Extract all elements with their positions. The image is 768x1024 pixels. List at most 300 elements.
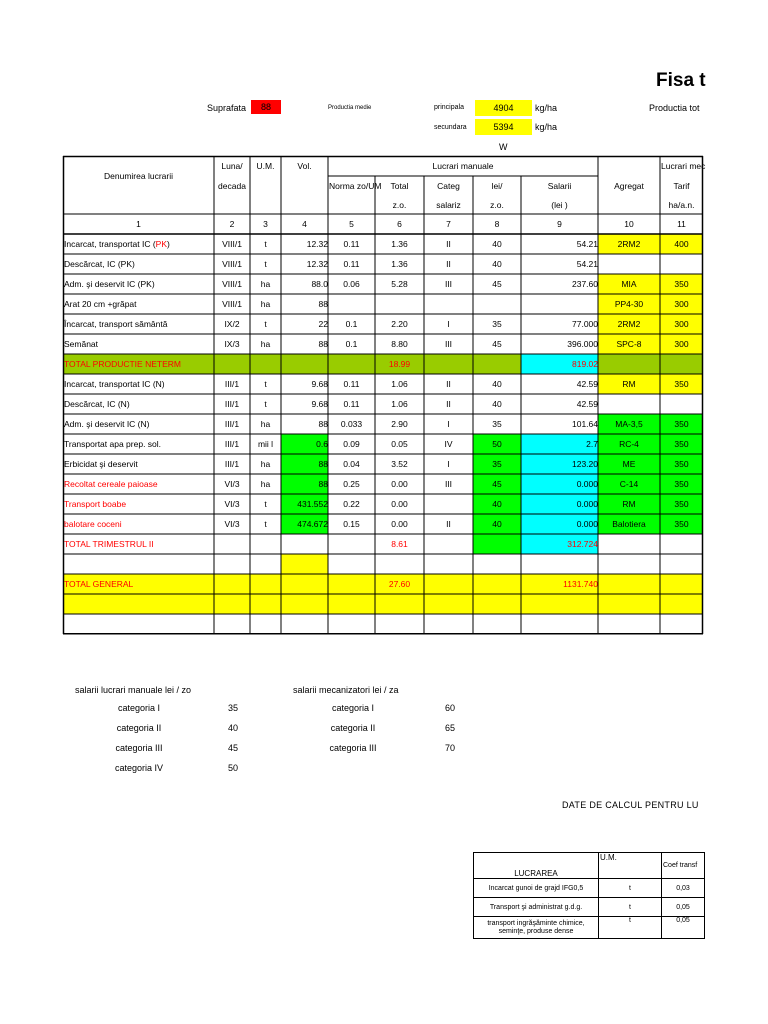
cell-norma: 0.033	[340, 418, 363, 429]
cell-luna	[214, 554, 250, 574]
row-name	[63, 614, 215, 634]
row-name-highlight: PK	[155, 238, 167, 249]
productia-medie-label: Productia medie	[328, 105, 372, 111]
cell-luna	[214, 594, 250, 614]
cell-lei: 45	[492, 278, 502, 289]
cell-lei: 50	[492, 438, 502, 449]
cell-luna: VI/3	[224, 518, 240, 529]
cell-agregat	[598, 614, 660, 634]
salarii-manuale-label: categoria IV	[114, 763, 164, 773]
cell-tarif: 350	[674, 498, 689, 509]
secundara-label: secundara	[434, 124, 467, 131]
cell-total	[375, 614, 424, 634]
cell-salarii	[521, 614, 600, 634]
cell-salarii	[521, 294, 600, 314]
cell-categ: IV	[444, 438, 453, 449]
salarii-mecanizatori-label: categoria II	[330, 723, 376, 733]
cell-um: ha	[260, 478, 271, 489]
col-header-agregat: Agregat	[614, 180, 644, 191]
cell-salarii: 396.000	[567, 338, 598, 349]
cell-salarii: 0.000	[576, 518, 598, 529]
col-header-tarif-unit: ha/a.n.	[668, 199, 695, 210]
cell-vol	[281, 614, 330, 634]
cell-total: 1.36	[391, 258, 408, 269]
cell-agregat: C-14	[619, 478, 639, 489]
cell-norma	[328, 294, 375, 314]
cell-total: 1.06	[391, 398, 408, 409]
cell-vol: 9.68	[311, 378, 328, 389]
cell-um: mii l	[257, 438, 274, 449]
cell-agregat: 2RM2	[617, 238, 641, 249]
cell-categ	[424, 354, 473, 374]
cell-total: 3.52	[391, 458, 408, 469]
salarii-manuale-value: 35	[228, 703, 239, 713]
row-name: Incarcat, transportat IC (N)	[64, 378, 165, 389]
ref-header-coef: Coef transf	[662, 853, 705, 879]
cell-categ	[424, 574, 473, 594]
salarii-manuale-label: categoria III	[115, 743, 163, 753]
cell-norma	[328, 574, 375, 594]
cell-vol	[281, 594, 330, 614]
cell-total: 0.00	[391, 498, 408, 509]
cell-categ	[424, 494, 473, 514]
cell-lei: 40	[492, 238, 502, 249]
cell-agregat: ME	[622, 458, 636, 469]
cell-agregat	[598, 354, 660, 374]
cell-tarif: 350	[674, 458, 689, 469]
cell-tarif: 400	[674, 238, 689, 249]
cell-total: 8.80	[391, 338, 408, 349]
row-name: Semănat	[64, 338, 99, 349]
cell-agregat	[598, 574, 660, 594]
principala-unit: kg/ha	[535, 103, 558, 113]
col-number-3: 3	[263, 218, 268, 229]
cell-lei	[473, 354, 521, 374]
principala-label: principala	[434, 104, 464, 111]
col-header-categ-unit: salariz	[436, 199, 461, 210]
w-label: W	[499, 142, 508, 152]
cell-lei: 35	[492, 318, 502, 329]
cell-total: 0.05	[391, 438, 408, 449]
cell-lei: 40	[492, 518, 502, 529]
ref-table-header	[474, 853, 705, 879]
cell-categ: I	[447, 458, 450, 469]
cell-tarif	[660, 534, 703, 554]
row-name: balotare coceni	[64, 518, 122, 529]
cell-norma: 0.25	[343, 478, 360, 489]
cell-categ	[424, 554, 473, 574]
cell-norma: 0.06	[343, 278, 360, 289]
cell-lei	[473, 574, 521, 594]
row-name	[63, 594, 215, 614]
salarii-mecanizatori-title: salarii mecanizatori lei / za	[293, 685, 399, 695]
cell-total: 1.36	[391, 238, 408, 249]
cell-um	[250, 354, 281, 374]
cell-lei: 35	[492, 418, 502, 429]
cell-norma	[328, 534, 375, 554]
cell-tarif: 350	[674, 518, 689, 529]
cell-agregat	[598, 394, 660, 414]
col-number-5: 5	[349, 218, 354, 229]
cell-salarii: 1131.740	[563, 578, 598, 589]
salarii-mecanizatori-value: 70	[445, 743, 456, 753]
cell-total: 8.61	[391, 538, 408, 549]
cell-total: 18.99	[388, 358, 411, 369]
cell-norma: 0.09	[343, 438, 360, 449]
salarii-manuale-label: categoria II	[116, 723, 162, 733]
cell-lei: 40	[492, 258, 502, 269]
cell-categ: II	[446, 378, 451, 389]
cell-tarif: 300	[674, 298, 689, 309]
salarii-mecanizatori-value: 65	[445, 723, 456, 733]
table-row	[474, 917, 705, 939]
cell-vol: 22	[318, 318, 328, 329]
row-name: Adm. şi deservit IC (PK)	[64, 278, 155, 289]
cell-lei: 35	[492, 458, 502, 469]
cell-tarif: 350	[674, 478, 689, 489]
cell-luna: III/1	[224, 438, 240, 449]
cell-tarif	[660, 594, 703, 614]
cell-norma: 0.11	[343, 378, 360, 389]
cell-agregat: SPC-8	[616, 338, 642, 349]
coef-transf-table	[473, 852, 705, 940]
cell-um: t	[264, 498, 267, 509]
suprafata-value: 88	[251, 100, 281, 114]
row-name: Arat 20 cm +grăpat	[64, 298, 137, 309]
cell-total: 2.90	[391, 418, 408, 429]
row-name: Recoltat cereale paioase	[64, 478, 158, 489]
secundara-value: 5394	[475, 119, 532, 135]
cell-luna: IX/3	[224, 338, 240, 349]
cell-agregat: RM	[622, 498, 636, 509]
salarii-manuale-value: 40	[228, 723, 239, 733]
cell-vol: 9.68	[311, 398, 328, 409]
cell-total	[375, 554, 424, 574]
col-number-6: 6	[397, 218, 402, 229]
cell-vol	[281, 534, 330, 554]
row-name	[63, 234, 215, 254]
cell-agregat	[598, 254, 660, 274]
cell-agregat: MIA	[621, 278, 637, 289]
suprafata-label: Suprafata	[207, 103, 247, 113]
row-name	[63, 554, 215, 574]
col-header-um: U.M.	[256, 160, 275, 171]
cell-norma	[328, 354, 375, 374]
cell-tarif	[660, 254, 703, 274]
cell-luna	[214, 614, 250, 634]
cell-um: ha	[260, 338, 271, 349]
ref-header-um: U.M.	[599, 853, 662, 879]
cell-luna: III/1	[224, 398, 240, 409]
ref-cell: t	[599, 879, 662, 898]
row-name-text: Incarcat, transportat IC (	[64, 238, 156, 249]
cell-luna: III/1	[224, 378, 240, 389]
row-name: TOTAL TRIMESTRUL II	[64, 538, 154, 549]
cell-luna: VIII/1	[222, 258, 242, 269]
cell-categ: II	[446, 238, 451, 249]
cell-norma: 0.1	[345, 338, 358, 349]
cell-agregat: RC-4	[619, 438, 639, 449]
cell-luna: VIII/1	[222, 278, 242, 289]
cell-um: t	[264, 398, 267, 409]
cell-salarii: 237.60	[572, 278, 598, 289]
row-name: TOTAL GENERAL	[64, 578, 134, 589]
cell-vol: 88	[318, 338, 328, 349]
row-name: Descărcat, IC (PK)	[64, 258, 135, 269]
cell-vol: 88	[318, 418, 328, 429]
col-header-lucrari-mec: Lucrari mec	[661, 160, 706, 171]
cell-norma: 0.15	[343, 518, 360, 529]
col-header-lucrari-manuale: Lucrari manuale	[432, 160, 494, 171]
cell-luna: VIII/1	[222, 238, 242, 249]
cell-agregat: RM	[622, 378, 636, 389]
cell-total: 2.20	[391, 318, 408, 329]
cell-total: 27.60	[388, 578, 411, 589]
cell-um: t	[264, 518, 267, 529]
page-title: Fisa t	[656, 70, 706, 91]
cell-luna: VIII/1	[222, 298, 242, 309]
cell-agregat: Balotiera	[612, 518, 646, 529]
cell-tarif	[660, 614, 703, 634]
cell-vol: 474.672	[297, 518, 328, 529]
cell-vol: 88	[318, 458, 328, 469]
cell-tarif	[660, 394, 703, 414]
cell-vol: 88.0	[311, 278, 328, 289]
row-name: Transport boabe	[64, 498, 127, 509]
cell-um: t	[264, 318, 267, 329]
cell-vol	[281, 574, 330, 594]
salarii-mecanizatori-label: categoria III	[329, 743, 377, 753]
cell-luna	[214, 534, 250, 554]
col-number-4: 4	[302, 218, 307, 229]
cell-categ: III	[444, 478, 453, 489]
col-header-luna: Luna/	[221, 160, 243, 171]
cell-agregat	[598, 594, 660, 614]
cell-agregat	[598, 554, 660, 574]
cell-luna: VI/3	[224, 498, 240, 509]
col-number-11: 11	[677, 218, 686, 229]
cell-salarii: 101.64	[572, 418, 598, 429]
cell-vol: 88	[318, 478, 328, 489]
cell-salarii: 819.02	[572, 358, 598, 369]
cell-vol: 12.32	[306, 258, 328, 269]
cell-luna: IX/2	[224, 318, 240, 329]
cell-luna: VI/3	[224, 478, 240, 489]
cell-total: 1.06	[391, 378, 408, 389]
col-header-total: Total	[390, 180, 409, 191]
col-number-2: 2	[229, 218, 235, 229]
cell-vol: 431.552	[297, 498, 328, 509]
salarii-manuale-title: salarii lucrari manuale lei / zo	[75, 685, 192, 695]
cell-um	[250, 554, 281, 574]
cell-um: t	[264, 238, 267, 249]
cell-lei	[473, 554, 521, 574]
table-row	[474, 879, 705, 898]
cell-salarii: 42.59	[576, 378, 598, 389]
cell-categ	[424, 294, 473, 314]
cell-salarii: 54.21	[576, 238, 598, 249]
cell-tarif: 300	[674, 318, 689, 329]
cell-agregat: MA-3,5	[615, 418, 643, 429]
ref-cell: Transport şi administrat g.d.g.	[474, 898, 599, 917]
ref-cell: transport ingrăşăminte chimice, seminţe, produse dense	[474, 917, 599, 939]
cell-lei: 40	[492, 378, 502, 389]
cell-salarii: 312.724	[567, 538, 598, 549]
col-header-denumire: Denumirea lucrarii	[104, 170, 173, 181]
cell-salarii: 54.21	[576, 258, 598, 269]
cell-tarif	[660, 354, 703, 374]
cell-salarii: 0.000	[576, 478, 598, 489]
ref-cell: t	[599, 917, 662, 939]
cell-norma: 0.04	[343, 458, 360, 469]
cell-tarif: 350	[674, 438, 689, 449]
row-name: TOTAL PRODUCTIE NETERM	[64, 358, 181, 369]
cell-categ: II	[446, 258, 451, 269]
row-name: Transportat apa prep. sol.	[64, 438, 162, 449]
cell-um	[250, 534, 281, 554]
cell-categ	[424, 614, 473, 634]
date-calcul-label: DATE DE CALCUL PENTRU LU	[562, 800, 699, 810]
cell-total: 0.00	[391, 518, 408, 529]
cell-luna	[214, 574, 250, 594]
col-header-decada: decada	[218, 180, 246, 191]
col-number-9: 9	[557, 218, 562, 229]
col-header-lei: lei/	[491, 180, 503, 191]
cell-lei: 45	[492, 478, 502, 489]
col-header-salarii-unit: (lei )	[551, 199, 568, 210]
cell-categ: I	[447, 318, 450, 329]
row-name-suffix: )	[167, 238, 170, 249]
cell-total: 5.28	[391, 278, 408, 289]
cell-norma: 0.1	[345, 318, 358, 329]
cell-norma	[328, 594, 375, 614]
salarii-mecanizatori-label: categoria I	[331, 703, 375, 713]
cell-tarif: 350	[674, 418, 689, 429]
cell-salarii: 123.20	[572, 458, 598, 469]
cell-total	[375, 594, 424, 614]
cell-tarif	[660, 574, 703, 594]
ref-cell: Incarcat gunoi de grajd IFG0,5	[474, 879, 599, 898]
ref-cell: 0,03	[662, 879, 705, 898]
cell-lei: 40	[492, 498, 502, 509]
cell-luna	[214, 354, 250, 374]
cell-um: ha	[260, 278, 271, 289]
cell-tarif: 350	[674, 378, 689, 389]
cell-luna: III/1	[224, 418, 240, 429]
ref-cell: t	[599, 898, 662, 917]
row-name: Descărcat, IC (N)	[64, 398, 130, 409]
cell-tarif	[660, 554, 703, 574]
cell-salarii: 77.000	[572, 318, 598, 329]
cell-tarif: 300	[674, 338, 689, 349]
cell-um: ha	[260, 458, 271, 469]
secundara-unit: kg/ha	[535, 122, 558, 132]
cell-norma	[328, 614, 375, 634]
col-header-salarii: Salarii	[547, 180, 572, 191]
row-name: Erbicidat şi deservit	[64, 458, 138, 469]
cell-categ: II	[446, 518, 451, 529]
cell-salarii: 0.000	[576, 498, 598, 509]
col-number-7: 7	[446, 218, 451, 229]
cell-total: 0.00	[391, 478, 408, 489]
row-name: Adm. şi deservit IC (N)	[64, 418, 150, 429]
cell-um: ha	[260, 298, 271, 309]
cell-categ	[424, 594, 473, 614]
col-header-lei-unit: z.o.	[490, 199, 504, 210]
ref-header-lucrarea: LUCRAREA	[474, 853, 599, 879]
cell-vol: 88	[318, 298, 328, 309]
salarii-manuale-label: categoria I	[117, 703, 161, 713]
cell-vol: 12.32	[306, 238, 328, 249]
col-header-total-unit: z.o.	[392, 199, 407, 210]
cell-norma: 0.11	[343, 238, 360, 249]
cell-lei	[473, 594, 521, 614]
cell-luna: III/1	[224, 458, 240, 469]
table-row	[474, 898, 705, 917]
cell-salarii	[521, 554, 600, 574]
cell-norma	[328, 554, 375, 574]
cell-vol: 0.6	[316, 438, 328, 449]
row-name: Încarcat, transport sământă	[64, 318, 168, 329]
cell-norma: 0.22	[343, 498, 360, 509]
cell-vol	[281, 554, 330, 574]
cell-categ	[424, 534, 473, 554]
cell-salarii	[521, 594, 600, 614]
ref-cell: 0,05	[662, 917, 705, 939]
cell-salarii: 2.7	[586, 438, 598, 449]
cell-um: ha	[260, 418, 271, 429]
cell-categ: III	[444, 278, 453, 289]
cell-categ: II	[446, 398, 451, 409]
col-header-vol: Vol.	[297, 160, 312, 171]
col-header-norma: Norma zo/UM	[329, 180, 382, 191]
cell-salarii: 42.59	[576, 398, 598, 409]
cell-lei: 45	[492, 338, 502, 349]
cell-agregat: 2RM2	[617, 318, 641, 329]
productia-totala-label: Productia tot	[649, 103, 700, 113]
cell-agregat	[598, 534, 660, 554]
cell-categ: III	[444, 338, 453, 349]
col-header-tarif: Tarif	[673, 180, 690, 191]
col-number-1: 1	[136, 218, 141, 229]
col-number-10: 10	[624, 218, 634, 229]
work-sheet-table	[63, 156, 706, 639]
cell-categ: I	[447, 418, 450, 429]
cell-um	[250, 614, 281, 634]
salarii-manuale-value: 45	[228, 743, 239, 753]
principala-value: 4904	[475, 100, 532, 116]
cell-lei	[473, 294, 521, 314]
salarii-manuale-value: 50	[228, 763, 239, 773]
cell-lei	[473, 614, 521, 634]
ref-cell: 0,05	[662, 898, 705, 917]
cell-um: t	[264, 258, 267, 269]
cell-norma: 0.11	[343, 398, 360, 409]
cell-norma: 0.11	[343, 258, 360, 269]
cell-vol	[281, 354, 330, 374]
cell-um	[250, 594, 281, 614]
cell-total	[375, 294, 424, 314]
cell-um	[250, 574, 281, 594]
col-header-categ: Categ	[437, 180, 460, 191]
salarii-mecanizatori-value: 60	[445, 703, 456, 713]
col-number-8: 8	[494, 218, 500, 229]
cell-um: t	[264, 378, 267, 389]
cell-lei	[473, 534, 521, 554]
cell-tarif: 350	[674, 278, 689, 289]
cell-lei: 40	[492, 398, 502, 409]
cell-agregat: PP4-30	[614, 298, 644, 309]
